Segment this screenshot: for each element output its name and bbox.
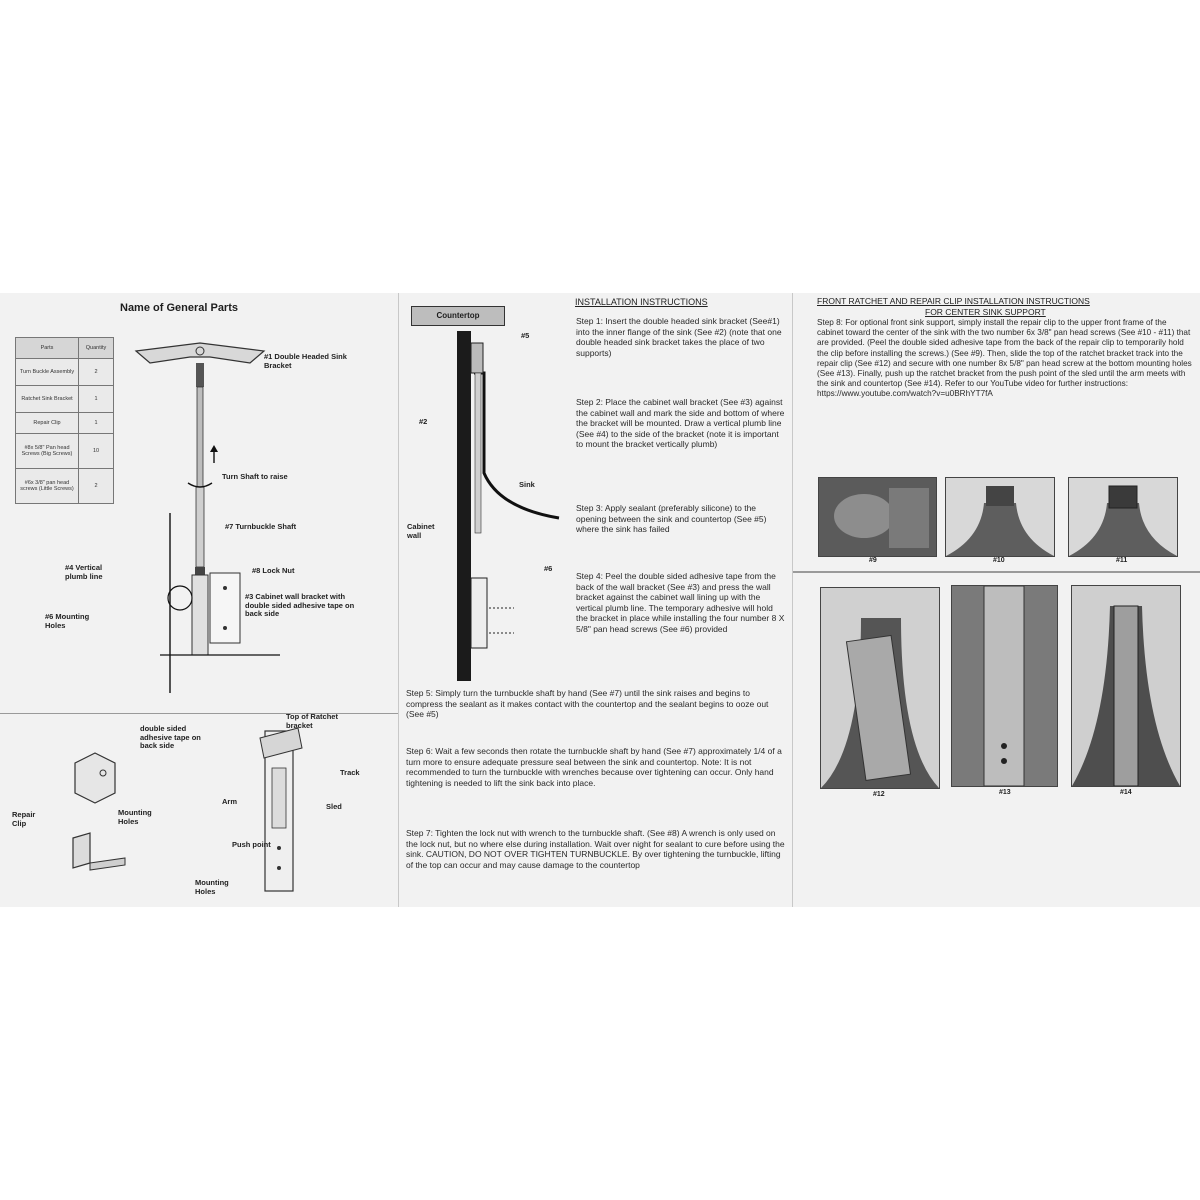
countertop-label: Countertop (411, 306, 505, 326)
step-2: Step 2: Place the cabinet wall bracket (See #3) against the cabinet wall and mark the side and bottom of where the bracket will be mounted. Draw a vertical plumb line (See #4) to the side of the bracket (note it is important to mount the bracket vertically plumb) (576, 397, 785, 449)
table-header: Parts (16, 338, 79, 359)
step-3: Step 3: Apply sealant (preferably silicone) to the opening between the sink and countertop (See #5) where the sink has failed (576, 503, 767, 534)
part-name: Ratchet Sink Bracket (16, 386, 79, 413)
track-label: Track (340, 768, 360, 777)
table-row (16, 469, 114, 504)
caption-11: #11 (1116, 557, 1128, 564)
label-6: #6 (544, 564, 553, 573)
photo-11 (1068, 477, 1178, 557)
turnbuckle-label: #7 Turnbuckle Shaft (225, 522, 297, 531)
photo-9 (818, 477, 937, 557)
step-6: Step 6: Wait a few seconds then rotate the turnbuckle shaft by hand (See #7) approximately 1/4 of a turn more to ensure adequate pressure seal between the sink and countertop. Note: It is not recommended to turn the turnbuckle with wrenches because over tightening can occur. Only hand tightening is needed to lift the sink back into place. (406, 746, 782, 788)
photo-divider (793, 571, 1200, 573)
step-1: Step 1: Insert the double headed sink bracket (See#1) into the inner flange of the sink (See #2) (note that one double headed sink bracket takes the place of two supports) (576, 316, 782, 358)
sink-label: Sink (519, 480, 535, 489)
push-point-label: Push point (232, 840, 271, 849)
photo-13 (951, 585, 1058, 787)
ratchet-header-1: FRONT RATCHET AND REPAIR CLIP INSTALLATION INSTRUCTIONS (817, 296, 1090, 306)
parts-table (15, 337, 114, 504)
photo-14 (1071, 585, 1181, 787)
caption-10: #10 (993, 557, 1005, 564)
part-name: #8x 5/8" Pan head Screws (Big Screws) (16, 434, 79, 469)
part-qty: 2 (79, 469, 114, 504)
table-row (16, 359, 114, 386)
caption-13: #13 (999, 789, 1011, 796)
part-name: #6x 3/8" pan head screws (Little Screws) (16, 469, 79, 504)
label-2: #2 (419, 417, 428, 426)
turn-shaft-label: Turn Shaft to raise (222, 472, 288, 481)
step-4: Step 4: Peel the double sided adhesive tape from the back of the wall bracket (See #3) and press the wall bracket against the cabinet wall lining up with the vertical plumb line. The temporary adhesive will hold the bracket in place while installing the four number 8 X 5/8" pan head screws (See #6) provided (576, 571, 785, 634)
photo-10 (945, 477, 1055, 557)
installation-header: INSTALLATION INSTRUCTIONS (575, 297, 708, 307)
step-5: Step 5: Simply turn the turnbuckle shaft by hand (See #7) until the sink raises and begins to compress the sealant as it makes contact with the countertop and the sealant begins to ooze out (See #5) (406, 688, 769, 719)
arm-label: Arm (222, 797, 238, 806)
part-qty: 2 (79, 359, 114, 386)
turnbuckle-diagram (130, 333, 290, 693)
installation-panel (399, 293, 793, 907)
table-row (16, 386, 114, 413)
sink-diagram (409, 323, 579, 693)
photo-12 (820, 587, 940, 789)
wall-bracket-label: #3 Cabinet wall bracket with double sided adhesive tape on back side (245, 592, 355, 618)
sled-label: Sled (326, 802, 342, 811)
ratchet-header-2: FOR CENTER SINK SUPPORT (925, 307, 1046, 317)
instruction-sheet (0, 293, 1200, 907)
part-name: Repair Clip (16, 413, 79, 434)
clip-mounting-holes-label: Mounting Holes (118, 808, 152, 826)
table-header-row (16, 338, 114, 359)
vertical-plumb-label: #4 Vertical plumb line (65, 563, 103, 581)
part-qty: 1 (79, 413, 114, 434)
ratchet-panel (793, 293, 1200, 907)
double-sided-label: double sided adhesive tape on back side (140, 724, 201, 750)
cabinet-wall-label: Cabinet wall (407, 522, 435, 540)
table-header: Quantity (79, 338, 114, 359)
part-qty: 1 (79, 386, 114, 413)
caption-12: #12 (873, 791, 885, 798)
double-headed-label: #1 Double Headed Sink Bracket (264, 352, 347, 370)
lock-nut-label: #8 Lock Nut (252, 566, 295, 575)
label-5: #5 (521, 331, 530, 340)
parts-title: Name of General Parts (120, 302, 238, 314)
bottom-mounting-holes-label: Mounting Holes (195, 878, 229, 896)
top-ratchet-label: Top of Ratchet bracket (286, 712, 338, 730)
table-row (16, 434, 114, 469)
table-row (16, 413, 114, 434)
part-name: Turn Buckle Assembly (16, 359, 79, 386)
caption-9: #9 (869, 557, 877, 564)
part-qty: 10 (79, 434, 114, 469)
ratchet-bracket-diagram (250, 723, 310, 898)
step-7: Step 7: Tighten the lock nut with wrench to the turnbuckle shaft. (See #8) A wrench is only used on the lock nut, but no where else during installation. Wait over night for sealant to cure before using the sink. CAUTION, DO NOT OVER TIGHTEN TURNBUCKLE. By over tightening the turnbuckle, lifting of the top can occur and may cause damage to the countertop (406, 828, 785, 870)
general-parts-panel (0, 293, 399, 907)
repair-clip-label: Repair Clip (12, 810, 36, 828)
mounting-holes-label: #6 Mounting Holes (45, 612, 90, 630)
caption-14: #14 (1120, 789, 1132, 796)
step-8: Step 8: For optional front sink support, simply install the repair clip to the upper front frame of the cabinet toward the center of the sink with the two number 6x 3/8" pan head screws (See #10 - #11) that are provided. (Peel the double sided adhesive tape from the back of the repair clip to temporarily hold the clip before installing the screws.) (See #9). Then, slide the top of the ratchet bracket track into the repair clip (See #12) and secure with one number 8x 5/8" pan head screw at the bottom mounting holes (See #13). Finally, push up the ratchet bracket from the push point of the sled until the arm meets with the sink and countertop (See #14). Refer to our YouTube video for further instructions: https://www.youtube.com/watch?v=u0BRhYT7fA (817, 318, 1192, 399)
